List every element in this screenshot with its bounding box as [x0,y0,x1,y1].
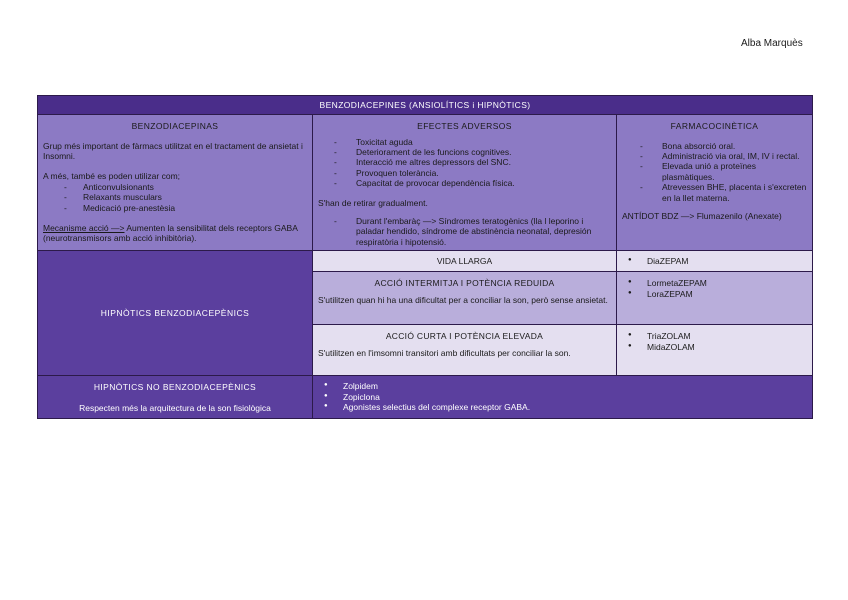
list-item: ● MidaZOLAM [622,342,807,352]
pharma-antidote: ANTÍDOT BDZ —> Flumazenilo (Anexate) [622,210,782,221]
mechanism-label: Mecanisme acció —> [43,222,125,233]
pharma-heading: FARMACOCINÈTICA [670,121,759,132]
short-text: S'utilitzen en l'imsomni transitori amb dificultats per conciliar la son. [318,347,571,358]
non-benzo-row [38,376,813,419]
list-item: - Bona absorció oral. [634,141,807,151]
short-list [622,331,807,352]
non-benzo-label-cell [38,376,313,419]
list-item: - Anticonvulsionants [43,182,307,192]
list-item: - Relaxants musculars [43,192,307,202]
benzo-intro: Grup més important de fàrmacs utilitzat en el tractament de ansietat i Insomni. [43,140,303,162]
non-benzo-drugs-cell [313,376,813,419]
list-item: - Deteriorament de les funcions cognitives. [328,147,611,157]
list-item: - Interacció me altres depressors del SNC. [328,157,611,167]
adverse-list [318,137,611,189]
pharma-cell [617,115,813,251]
hypnotics-label: HIPNÒTICS BENZODIACEPÈNICS [38,250,313,375]
intermittent-list [622,278,807,299]
benzo-also: A més, també es poden utilizar com; [43,171,181,182]
table-title: BENZODIACEPINES (ANSIOLÍTICS i HIPNÒTICS) [38,96,813,115]
list-item: ● Zolpidem [318,381,807,391]
benzo-heading: BENZODIACEPINAS [131,121,219,132]
adverse-cell [313,115,617,251]
list-item: ● Zopiclona [318,392,807,402]
adverse-heading: EFECTES ADVERSOS [417,121,512,132]
list-item: ● Agonistes selectius del complexe receptor GABA. [318,402,807,412]
intermittent-cell [313,272,617,325]
overview-row [38,115,813,251]
pharma-list [622,141,807,203]
list-item: - Toxicitat aguda [328,137,611,147]
intermittent-heading: ACCIÓ INTERMITJA I POTÈNCIA REDUIDA [374,278,555,289]
benzo-uses-list [43,182,307,213]
list-item: - Atrevessen BHE, placenta i s'excreten en la llet materna. [634,182,807,203]
benzo-mechanism [43,223,307,244]
list-item: ● LormetaZEPAM [622,278,807,288]
long-life-drugs [617,250,813,271]
list-item: - Durant l'embaràç —> Síndromes teratogènics (lla l leporino i paladar hendido, síndrome de abstinència neonatal, depresión respiratòria i hipotensió. [328,216,611,247]
hypnotics-row-long [38,250,813,271]
short-drugs [617,325,813,376]
list-item: ● DiaZEPAM [622,256,807,266]
list-item: ● TriaZOLAM [622,331,807,341]
list-item: - Elevada unió a proteïnes plasmàtiques. [634,161,807,182]
short-cell [313,325,617,376]
long-life-list [622,256,807,266]
list-item: - Administració via oral, IM, IV i rectal. [634,151,807,161]
short-heading: ACCIÓ CURTA I POTÈNCIA ELEVADA [385,331,544,342]
intermittent-drugs [617,272,813,325]
author-name: Alba Marquès [741,38,803,49]
non-benzo-note: Respecten més la arquitectura de la son fisiològica [79,402,271,413]
long-life-heading: VIDA LLARGA [313,250,617,271]
mechanism-text: Aumenten la sensibilitat dels receptors GABA (neurotransmisors amb acció inhibitòria). [43,222,298,244]
list-item: - Capacitat de provocar dependència física. [328,178,611,188]
non-benzo-label: HIPNÒTICS NO BENZODIACEPÈNICS [93,382,257,393]
adverse-withdraw: S'han de retirar gradualment. [318,197,428,208]
list-item: - Medicació pre-anestèsia [43,203,307,213]
benzo-cell [38,115,313,251]
benzodiazepines-table [37,95,813,419]
list-item: - Provoquen tolerància. [328,168,611,178]
non-benzo-list [318,381,807,412]
table-header-row [38,96,813,115]
intermittent-text: S'utilitzen quan hi ha una dificultat per a conciliar la son, però sense ansietat. [318,294,608,305]
adverse-pregnancy-list [318,216,611,247]
list-item: ● LoraZEPAM [622,289,807,299]
